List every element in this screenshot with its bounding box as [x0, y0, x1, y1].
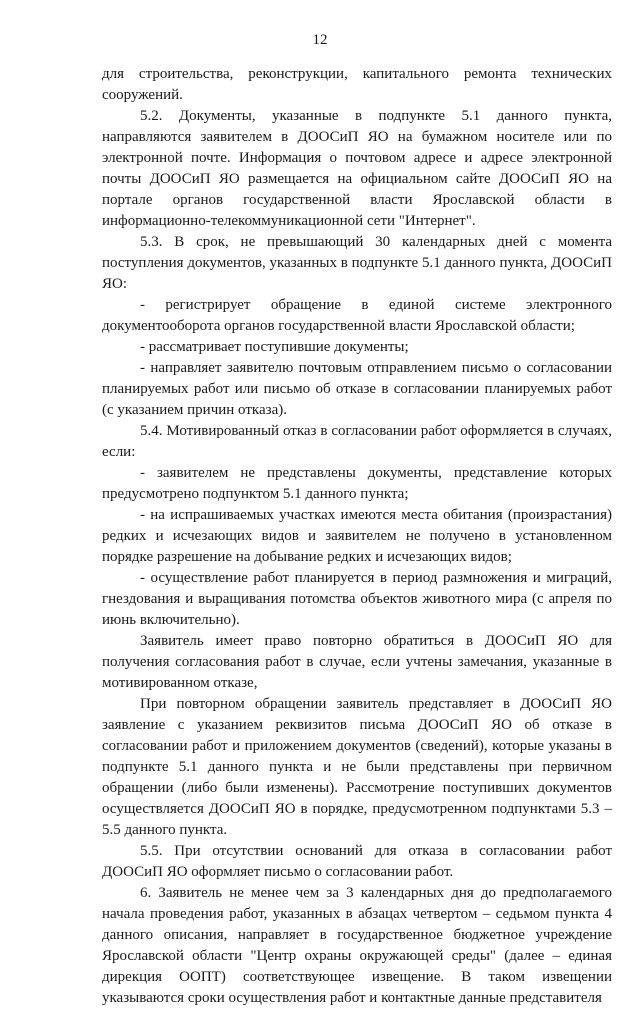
paragraph: - на испрашиваемых участках имеются места обитания (произрастания) редких и исчезающих видов и заявителем не получено в установленном порядке разрешение на добывание редких и исчезающих видов;: [102, 507, 612, 565]
paragraph: для строительства, реконструкции, капитального ремонта технических сооружений.: [102, 66, 612, 103]
paragraph: - заявителем не представлены документы, представление которых предусмотрено подпунктом 5.1 данного пункта;: [102, 465, 612, 502]
paragraph: 6. Заявитель не менее чем за 3 календарных дня до предполагаемого начала проведения работ, указанных в абзацах четвертом – седьмом пункта 4 данного описания, направляет в государственное бюджетное учреждение Ярославской области "Центр охраны окружающей среды" (далее – единая дирекция ООПТ) соответствующее извещение. В таком извещении указываются сроки осуществления работ и контактные данные представителя: [102, 885, 612, 1006]
document-body: [102, 64, 612, 1009]
paragraph: - осуществление работ планируется в период размножения и миграций, гнездования и выращивания потомства объектов животного мира (с апреля по июнь включительно).: [102, 570, 612, 628]
paragraph: Заявитель имеет право повторно обратиться в ДООСиП ЯО для получения согласования работ в случае, если учтены замечания, указанные в мотивированном отказе,: [102, 633, 612, 691]
paragraph: - направляет заявителю почтовым отправлением письмо о согласовании планируемых работ или письмо об отказе в согласовании планируемых работ (с указанием причин отказа).: [102, 360, 612, 418]
paragraph: 5.2. Документы, указанные в подпункте 5.1 данного пункта, направляются заявителем в ДООСиП ЯО на бумажном носителе или по электронной почте. Информация о почтовом адресе и адресе электронной почты ДООСиП ЯО размещается на официальном сайте ДООСиП ЯО на портале органов государственной власти Ярославской области в информационно-телекоммуникационной сети "Интернет".: [102, 108, 612, 229]
paragraph: 5.3. В срок, не превышающий 30 календарных дней с момента поступления документов, указанных в подпункте 5.1 данного пункта, ДООСиП ЯО:: [102, 234, 612, 292]
paragraph: 5.4. Мотивированный отказ в согласовании работ оформляется в случаях, если:: [102, 423, 612, 460]
paragraph: При повторном обращении заявитель представляет в ДООСиП ЯО заявление с указанием реквизитов письма ДООСиП ЯО об отказе в согласовании работ и приложением документов (сведений), которые указаны в подпункте 5.1 данного пункта и не были представлены при первичном обращении (либо были изменены). Рассмотрение поступивших документов осуществляется ДООСиП ЯО в порядке, предусмотренном подпунктами 5.3 – 5.5 данного пункта.: [102, 696, 612, 838]
page-number: 12: [312, 32, 328, 48]
paragraph: 5.5. При отсутствии оснований для отказа в согласовании работ ДООСиП ЯО оформляет письмо о согласовании работ.: [102, 843, 612, 880]
paragraph: - рассматривает поступившие документы;: [140, 339, 409, 355]
paragraph: - регистрирует обращение в единой системе электронного документооборота органов государственной власти Ярославской области;: [102, 297, 612, 334]
